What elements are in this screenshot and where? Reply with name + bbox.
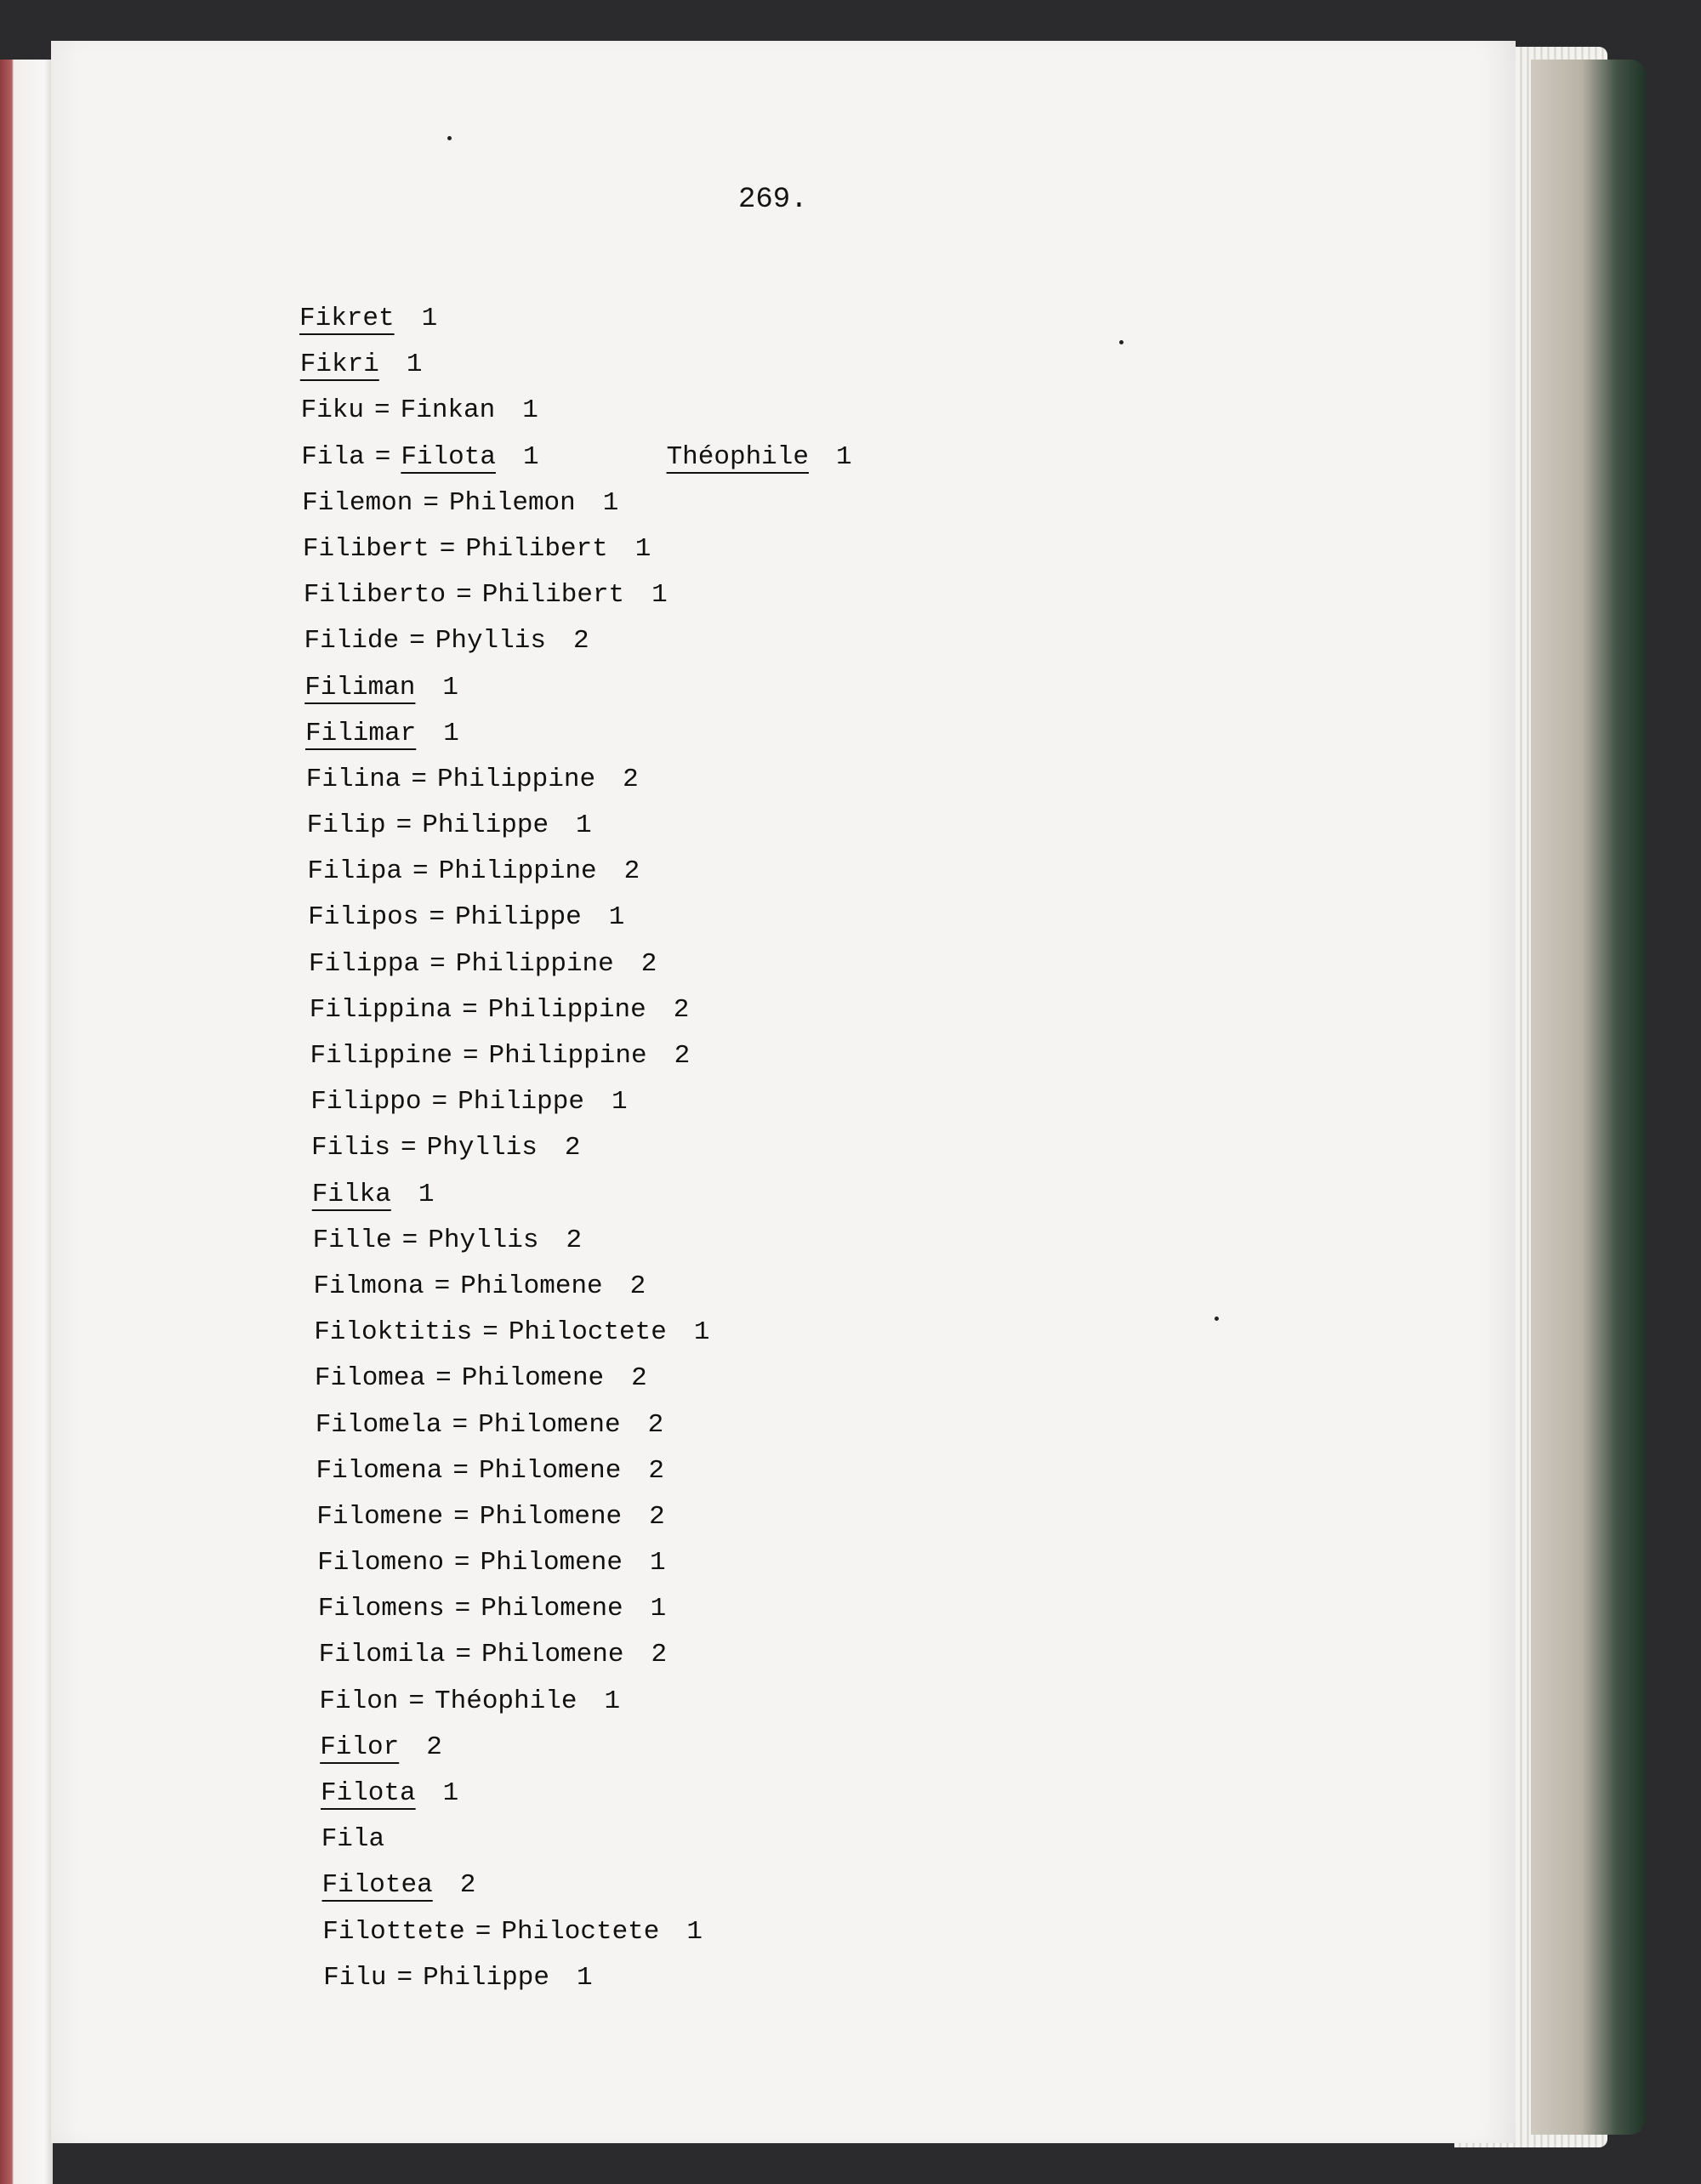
equals-sign: =: [454, 1594, 471, 1624]
entry-equivalent: Philemon: [448, 487, 576, 518]
entry-equivalent: Philippine: [455, 948, 614, 979]
equals-sign: =: [462, 994, 478, 1025]
equals-sign: =: [475, 1916, 492, 1947]
entry-name: Filemon: [302, 487, 413, 518]
entry-count: 1: [651, 580, 668, 611]
equals-sign: =: [401, 1133, 417, 1163]
equals-sign: =: [453, 1501, 469, 1532]
entry-count: 2: [459, 1870, 476, 1901]
index-entry: [300, 342, 852, 388]
entry-name: Filomela: [315, 1409, 442, 1440]
index-entry: [322, 1909, 851, 1955]
entry-name: Filimar: [305, 718, 417, 748]
entry-count: 2: [572, 626, 589, 657]
equals-sign: =: [431, 1087, 448, 1118]
entry-equivalent: Philomene: [479, 1501, 623, 1532]
entry-name: Filomea: [314, 1363, 426, 1394]
entry-count: 2: [673, 994, 690, 1025]
index-entry: [321, 1817, 852, 1863]
entry-count: 2: [647, 1409, 664, 1440]
left-page-edge: [0, 60, 53, 2184]
index-entry: [316, 1494, 851, 1540]
ink-speck: [1119, 340, 1124, 344]
entry-equivalent: Philomene: [478, 1409, 621, 1440]
entry-name: Filomeno: [317, 1548, 444, 1578]
entry-equivalent: Philomene: [478, 1455, 622, 1486]
entry-name: Filippa: [308, 948, 420, 979]
entry-name: Filota: [321, 1778, 416, 1808]
index-entry: [309, 941, 852, 987]
index-entry: [316, 1448, 852, 1494]
equals-sign: =: [408, 1686, 425, 1716]
index-entry: [316, 1402, 852, 1448]
entry-equivalent: Philippine: [488, 1041, 647, 1071]
equals-sign: =: [395, 810, 412, 841]
equals-sign: =: [374, 395, 390, 426]
equals-sign: =: [452, 1455, 469, 1486]
equals-sign: =: [462, 1041, 479, 1071]
index-entry: [305, 711, 852, 757]
entry-equivalent: Finkan: [400, 395, 496, 426]
index-entry: [319, 1679, 851, 1725]
index-entry: [311, 1125, 852, 1171]
entry-count: 2: [629, 1271, 646, 1301]
entry-name: Filipa: [307, 856, 403, 887]
entry-name: Filide: [304, 626, 400, 657]
entry-name: Fila: [321, 1824, 385, 1855]
entry-name: Filippine: [310, 1041, 452, 1071]
index-entry: [319, 1632, 852, 1678]
equals-sign: =: [409, 626, 425, 657]
entry-name: Filottete: [322, 1916, 465, 1947]
index-entry: [303, 526, 852, 572]
entry-name: Filippina: [309, 994, 452, 1025]
entry-count: 2: [651, 1640, 668, 1670]
entry-count: 1: [604, 1686, 621, 1716]
entry-name: Fiku: [300, 395, 365, 426]
entry-equivalent: Théophile: [435, 1686, 577, 1716]
equals-sign: =: [435, 1363, 452, 1394]
entry-count: 2: [674, 1041, 691, 1071]
index-entry: [307, 849, 851, 895]
entry-equivalent: Philomene: [461, 1363, 605, 1394]
entry-equivalent: Phyllis: [426, 1133, 538, 1163]
entry-equivalent: Philomene: [460, 1271, 603, 1301]
entry-name: Filotea: [321, 1870, 433, 1901]
entry-extra-count: 1: [836, 441, 852, 472]
equals-sign: =: [429, 902, 445, 933]
entry-name: Filoktitis: [314, 1317, 473, 1348]
entry-name: Filiberto: [303, 580, 447, 611]
equals-sign: =: [411, 764, 428, 794]
entry-count: 1: [649, 1548, 666, 1578]
entry-name: Filmona: [313, 1271, 424, 1301]
entry-equivalent: Philoctete: [501, 1916, 660, 1947]
equals-sign: =: [453, 1548, 470, 1578]
index-entry: [323, 1955, 852, 2001]
equals-sign: =: [401, 1225, 418, 1255]
ink-speck: [447, 136, 452, 140]
index-entry: [299, 296, 852, 342]
entry-name: Filon: [319, 1686, 399, 1716]
entry-name: Fikri: [299, 350, 379, 380]
entry-count: 1: [576, 810, 592, 841]
entry-equivalent: Filota: [401, 441, 496, 472]
equals-sign: =: [482, 1317, 498, 1348]
index-entry: [304, 665, 851, 711]
index-entry: [310, 1033, 852, 1079]
entry-equivalent: Philomene: [481, 1594, 623, 1624]
equals-sign: =: [452, 1409, 469, 1440]
entry-count: 2: [631, 1363, 647, 1394]
entry-count: 1: [602, 487, 619, 518]
index-entry: [306, 757, 852, 803]
equals-sign: =: [434, 1271, 451, 1301]
equals-sign: =: [430, 948, 446, 979]
entry-count: 2: [648, 1455, 664, 1486]
entry-count: 2: [426, 1732, 442, 1762]
index-entry: [307, 803, 852, 849]
entry-count: 1: [522, 395, 538, 426]
equals-sign: =: [423, 487, 439, 518]
index-entry: [310, 987, 852, 1033]
entry-name: Filu: [323, 1962, 387, 1993]
entry-equivalent: Philippine: [438, 856, 597, 887]
entry-count: 1: [611, 1087, 628, 1118]
index-entry: [304, 618, 852, 664]
entry-name: Filomila: [318, 1640, 446, 1670]
entry-name: Filomene: [316, 1501, 444, 1532]
entry-name: Filippo: [310, 1087, 422, 1118]
entry-count: 1: [442, 672, 459, 702]
entry-equivalent: Philoctete: [508, 1317, 667, 1348]
index-entry: [318, 1586, 852, 1632]
name-index-list: [299, 296, 852, 2001]
entry-count: 1: [634, 533, 651, 564]
entry-equivalent: Phyllis: [428, 1225, 539, 1255]
entry-equivalent: Philippe: [422, 810, 549, 841]
entry-name: Filomens: [317, 1594, 445, 1624]
entry-equivalent: Philippine: [437, 764, 596, 794]
equals-sign: =: [439, 533, 456, 564]
entry-count: 1: [406, 350, 423, 380]
entry-count: 1: [418, 1179, 435, 1209]
entry-name: Filis: [311, 1133, 391, 1163]
entry-count: 1: [576, 1962, 593, 1993]
entry-count: 1: [522, 441, 539, 472]
equals-sign: =: [396, 1962, 413, 1993]
entry-equivalent: Philibert: [481, 580, 625, 611]
index-entry: [317, 1540, 852, 1586]
entry-name: Filomena: [316, 1455, 443, 1486]
entry-name: Filor: [320, 1732, 400, 1762]
entry-equivalent: Philippine: [487, 994, 646, 1025]
entry-name: Fila: [301, 441, 365, 472]
entry-count: 2: [623, 856, 640, 887]
index-entry: [301, 435, 851, 481]
entry-name: Filip: [306, 810, 386, 841]
equals-sign: =: [374, 441, 391, 472]
entry-equivalent: Philibert: [465, 533, 608, 564]
entry-count: 1: [443, 718, 459, 748]
index-entry: [310, 1079, 851, 1125]
page-number: 269.: [738, 184, 808, 216]
equals-sign: =: [412, 856, 429, 887]
book-page: [51, 41, 1516, 2143]
entry-name: Filina: [305, 764, 401, 794]
index-entry: [314, 1310, 851, 1356]
entry-equivalent: Philippe: [458, 1087, 584, 1118]
entry-count: 1: [686, 1916, 703, 1947]
index-entry: [312, 1172, 852, 1218]
entry-equivalent: Philomene: [480, 1548, 623, 1578]
index-entry: [308, 895, 852, 941]
index-entry: [313, 1218, 852, 1264]
index-entry: [320, 1725, 851, 1771]
index-entry: [301, 388, 852, 434]
entry-count: 2: [566, 1225, 583, 1255]
entry-name: Fille: [312, 1225, 392, 1255]
entry-equivalent: Philippe: [454, 902, 582, 933]
equals-sign: =: [456, 580, 472, 611]
entry-extra: Théophile: [666, 441, 809, 472]
entry-name: Filipos: [308, 902, 419, 933]
book-cover-right: [1531, 60, 1646, 2135]
entry-count: 1: [421, 304, 438, 333]
entry-equivalent: Phyllis: [435, 626, 546, 657]
entry-count: 2: [649, 1501, 665, 1532]
entry-count: 2: [623, 764, 639, 794]
entry-name: Filka: [311, 1179, 391, 1209]
index-entry: [302, 481, 852, 526]
index-entry: [322, 1863, 852, 1908]
index-entry: [315, 1356, 852, 1402]
entry-name: Fikret: [299, 304, 395, 333]
entry-count: 1: [442, 1778, 459, 1808]
index-entry: [321, 1771, 852, 1817]
entry-count: 2: [564, 1133, 581, 1163]
entry-count: 1: [650, 1594, 667, 1624]
index-entry: [313, 1264, 851, 1310]
entry-equivalent: Philippe: [423, 1962, 549, 1993]
equals-sign: =: [455, 1640, 472, 1670]
entry-count: 1: [608, 902, 625, 933]
entry-name: Filibert: [302, 533, 430, 564]
entry-name: Filiman: [304, 672, 416, 702]
entry-count: 2: [640, 948, 657, 979]
index-entry: [304, 572, 852, 618]
entry-count: 1: [693, 1317, 710, 1348]
entry-equivalent: Philomene: [481, 1640, 624, 1670]
ink-speck: [1215, 1317, 1219, 1321]
